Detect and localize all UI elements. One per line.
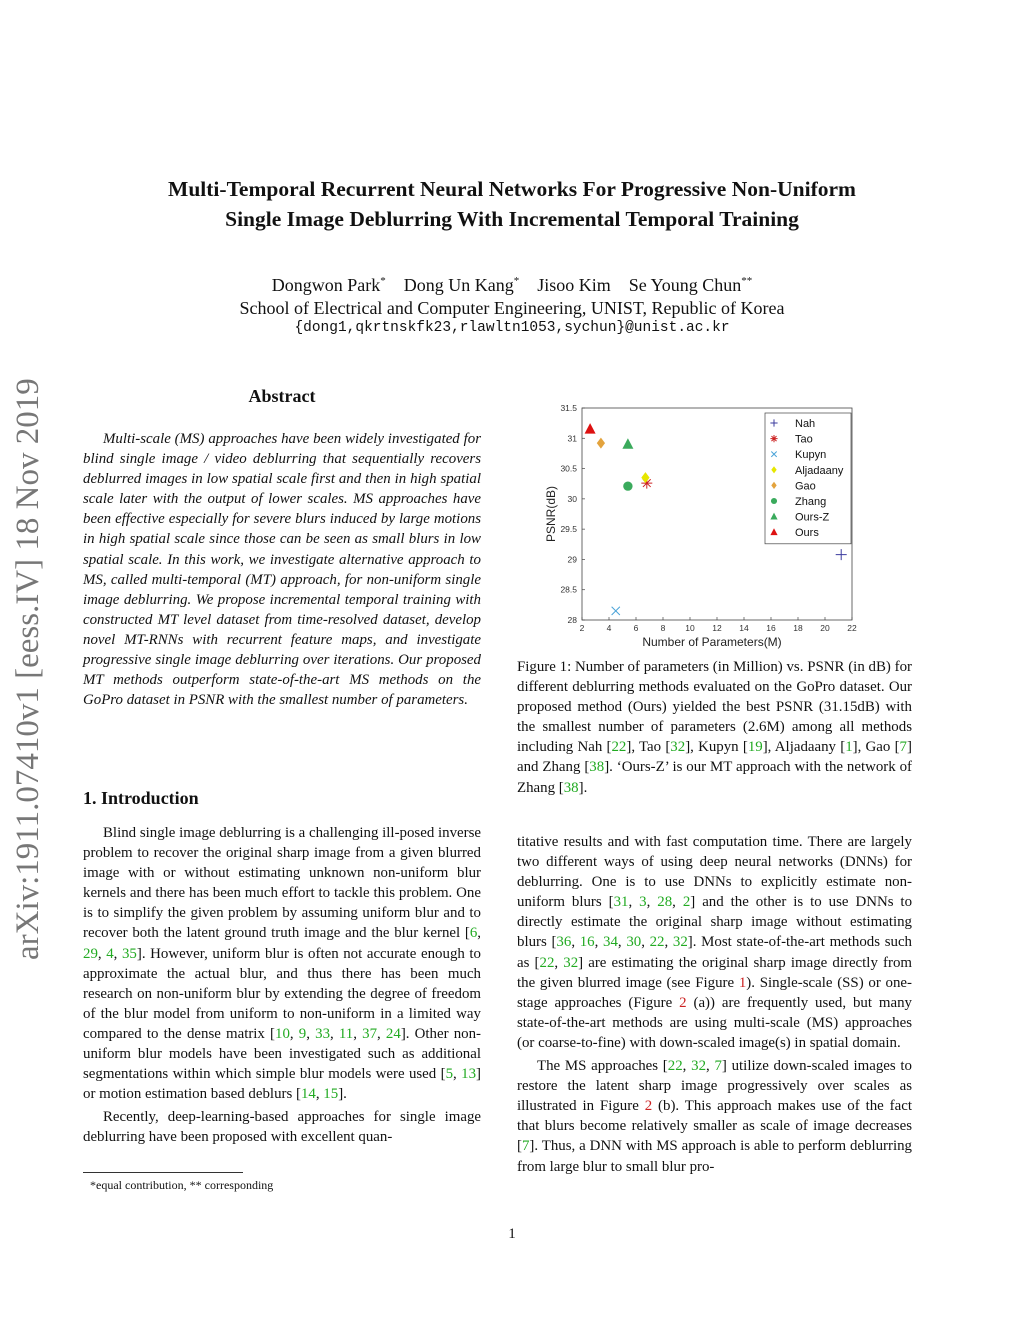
author-name: Se Young Chun [628, 275, 742, 295]
legend-label: Aljadaany [795, 464, 844, 477]
x-tick-label: 10 [685, 623, 695, 633]
right-paragraph-1: titative results and with fast computation time. There are largely two different ways of using deep neural networks (DNNs) for deblurring. One is to use DNNs to explicitly estimate non-uniform blurs [31, 3, 28, 2] and the other is to use DNNs to directly estimate the original sharp image without estimating blurs [36, 16, 34, 30, 22, 32]. Most state-of-the-art methods such as [22, 32] are estimating the original sharp image directly from the given blurred image (see Figure 1). Single-scale (SS) or one-stage approaches (Figure 2 (a)) are frequently used, but many state-of-the-art methods are using multi-scale (MS) approaches (or coarse-to-fine) with down-scaled image(s) in spatial domain. [517, 834, 913, 1051]
intro-text [83, 823, 481, 1151]
abstract-heading: Abstract [248, 386, 316, 406]
y-tick-label: 30.5 [560, 463, 577, 474]
right-paragraph-2: The MS approaches [22, 32, 7] utilize down-scaled images to restore the latent sharp image progressively over scales as illustrated in Figure 2 (b). This approach makes use of the fact that blurs become relatively smaller as scale of image decreases [7]. Thus, a DNN with MS approach is able to perform deblurring from large blur to small blur pro- [517, 1058, 912, 1175]
author-name: Dongwon Park [271, 275, 381, 295]
abstract-paragraph: Multi-scale (MS) approaches have been widely investigated for blind single image / video deblurring that sequentially recovers deblurred images in low spatial scale first and then in high spatial scale later with the output of lower scales. MS approaches have been effective especially for severe blurs induced by large motions in high spatial scale since those can be seen as small blurs in low spatial scale. In this work, we investigate alternative approach to MS, called multi-temporal (MT) approach, for non-uniform single image deblurring. We propose incremental temporal training with constructed MT level dataset from time-resolved dataset, develop novel MT-RNNs with recurrent feature maps, and investigate progressive single image deblurring over iterations. Our proposed MT methods outperform state-of-the-art MS methods on the GoPro dataset in PSNR with the smallest number of parameters. [83, 431, 481, 709]
legend-marker [771, 498, 777, 504]
legend-label: Ours-Z [795, 511, 830, 524]
x-tick-label: 6 [633, 623, 639, 633]
x-axis-label: Number of Parameters(M) [642, 635, 782, 649]
x-tick-label: 8 [660, 623, 666, 633]
title-line-1: Multi-Temporal Recurrent Neural Networks For Progressive Non-Uniform [168, 177, 856, 201]
footnote: *equal contribution, ** corresponding [90, 1178, 274, 1192]
abstract-text [83, 429, 481, 710]
y-axis-label: PSNR(dB) [544, 485, 558, 543]
x-tick-label: 22 [847, 623, 857, 633]
title-line-2: Single Image Deblurring With Incremental Temporal Training [225, 207, 799, 231]
arxiv-stamp: arXiv:1911.07410v1 [eess.IV] 18 Nov 2019 [10, 378, 46, 960]
x-tick-label: 20 [820, 623, 830, 633]
legend-label: Gao [795, 480, 816, 493]
x-tick-label: 18 [793, 623, 803, 633]
figure-1-chart [540, 396, 870, 654]
y-tick-label: 31 [567, 433, 577, 444]
x-tick-label: 4 [606, 623, 612, 633]
y-tick-label: 30 [567, 493, 577, 504]
data-point-zhang [623, 481, 632, 490]
legend-label: Kupyn [795, 449, 827, 462]
author-name: Dong Un Kang [403, 275, 514, 295]
y-tick-label: 29 [567, 554, 577, 565]
legend-label: Tao [795, 433, 813, 446]
x-tick-label: 2 [579, 623, 585, 633]
y-tick-label: 29.5 [560, 524, 577, 535]
y-tick-label: 28.5 [560, 584, 577, 595]
legend-label: Nah [795, 418, 816, 430]
author-email: {dong1,qkrtnskfk23,rlawltn1053,sychun}@unist.ac.kr [294, 320, 730, 336]
right-column-text [517, 832, 912, 1180]
legend-label: Ours [795, 527, 819, 540]
y-tick-label: 28 [567, 615, 577, 625]
intro-paragraph-1: Blind single image deblurring is a challenging ill-posed inverse problem to recover the original sharp image from a given blurred image with or without estimating unknown non-uniform blur kernels and there has been much effort to tackle this problem. One is to simplify the given problem by assuming uniform blur and to recover both the latent ground truth image and the blur kernel [6, 29, 4, 35]. However, uniform blur is often not accurate enough to approximate the actual blur, and thus there has been much research on non-uniform blur by extending the degree of freedom of the blur model from uniform to non-uniform in a limited way compared to the dense matrix [10, 9, 33, 11, 37, 24]. Other non-uniform blur models have been investigated such as additional segmentations within which simple blur models were used [5, 13] or motion estimation based deblurs [14, 15]. [83, 825, 482, 1103]
legend-label: Zhang [795, 496, 827, 508]
x-tick-label: 12 [712, 623, 722, 633]
intro-heading: 1. Introduction [83, 788, 199, 808]
intro-paragraph-2: Recently, deep-learning-based approaches for single image deblurring have been proposed with excellent quan- [83, 1109, 481, 1146]
y-tick-label: 31.5 [560, 403, 577, 413]
footnote-rule [83, 1172, 243, 1173]
x-tick-label: 16 [766, 623, 776, 633]
x-tick-label: 14 [739, 623, 749, 633]
author-block [60, 270, 964, 320]
author-list: Dongwon Park* Dong Un Kang* Jisoo Kim Se Young Chun** [271, 275, 753, 295]
affiliation: School of Electrical and Computer Engineering, UNIST, Republic of Korea [239, 298, 785, 318]
author-name: Jisoo Kim [537, 275, 611, 295]
paper-title [60, 174, 964, 234]
page-number: 1 [508, 1226, 516, 1242]
legend-marker [770, 435, 777, 442]
figure-1-caption: Figure 1: Number of parameters (in Million) vs. PSNR (in dB) for different deblurring methods evaluated on the GoPro dataset. Our proposed method (Ours) yielded the best PSNR (31.15dB) with the smallest number of parameters (2.6M) among all methods including Nah [22], Tao [32], Kupyn [19], Aljadaany [1], Gao [7] and Zhang [38]. ‘Ours-Z’ is our MT approach with the network of Zhang [38]. [517, 659, 912, 796]
